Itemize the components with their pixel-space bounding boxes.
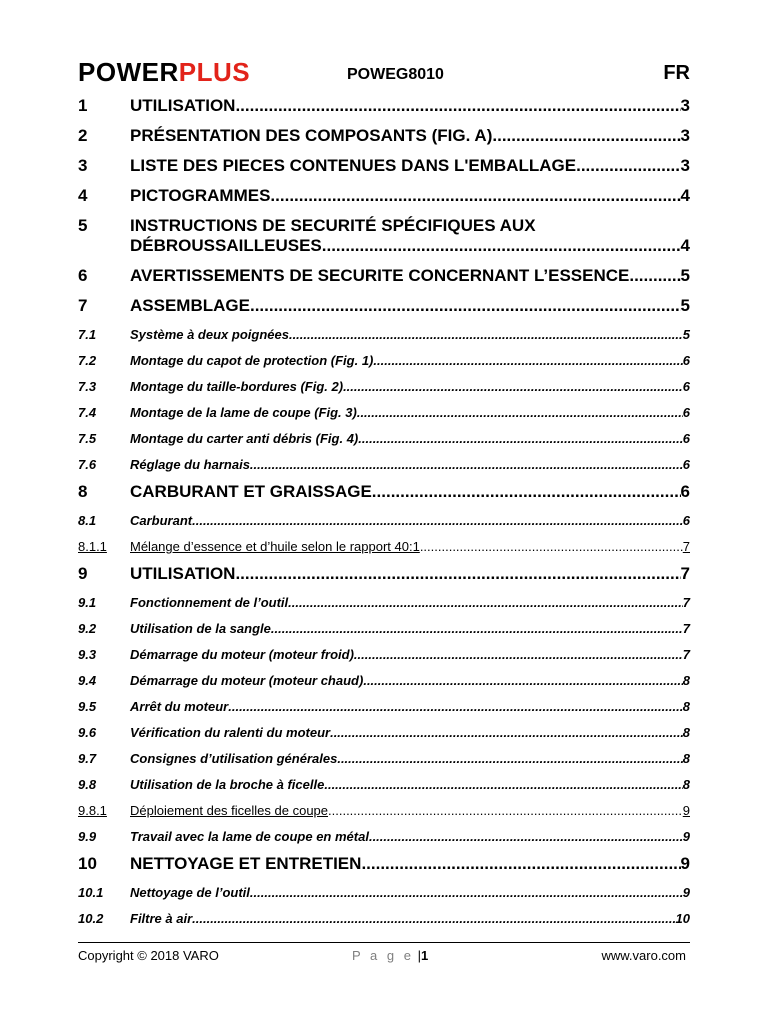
toc-leader-dots xyxy=(337,751,682,767)
toc-entry-title: Utilisation de la broche à ficelle xyxy=(130,777,325,792)
toc-entry-title: INSTRUCTIONS DE SECURITÉ SPÉCIFIQUES AUX xyxy=(130,216,536,235)
toc-leader-dots xyxy=(328,803,683,819)
toc-leader-dots xyxy=(358,431,683,447)
toc-entry-number: 7.3 xyxy=(78,379,97,394)
toc-entry-title: ASSEMBLAGE xyxy=(130,296,250,315)
brand-power: POWER xyxy=(78,57,179,87)
toc-leader-dots xyxy=(192,513,683,529)
toc-entry[interactable] xyxy=(78,262,690,292)
toc-entry-title: Fonctionnement de l’outil xyxy=(130,595,289,610)
toc-leader-dots xyxy=(576,156,680,176)
toc-leader-dots xyxy=(324,777,682,793)
toc-entry-number: 3 xyxy=(78,156,88,175)
toc-entry-number: 9.3 xyxy=(78,647,97,662)
toc-entry[interactable] xyxy=(78,694,690,720)
toc-entry[interactable] xyxy=(78,668,690,694)
toc-entry[interactable] xyxy=(78,152,690,182)
copyright-text: Copyright © 2018 VARO xyxy=(78,948,219,963)
toc-leader-dots xyxy=(357,405,683,421)
toc-entry[interactable] xyxy=(78,746,690,772)
toc-entry-title: Montage du carter anti débris (Fig. 4) xyxy=(130,431,359,446)
toc-entry-page: 10 xyxy=(675,911,690,926)
toc-entry-number: 10 xyxy=(78,854,97,873)
toc-entry[interactable] xyxy=(78,348,690,374)
toc-entry-title: AVERTISSEMENTS DE SECURITE CONCERNANT L’ESSENCE xyxy=(130,266,630,285)
toc-entry-title: Démarrage du moteur (moteur chaud) xyxy=(130,673,364,688)
toc-entry-title: UTILISATION xyxy=(130,564,236,583)
toc-entry-page: 5 xyxy=(680,296,690,315)
toc-entry-number: 1 xyxy=(78,96,88,115)
toc-entry-number: 7 xyxy=(78,296,88,315)
toc-entry-page: 6 xyxy=(682,457,690,472)
toc-entry[interactable] xyxy=(78,772,690,798)
toc-entry[interactable] xyxy=(78,508,690,534)
toc-entry-title: Nettoyage de l’outil xyxy=(130,885,250,900)
toc-entry[interactable] xyxy=(78,534,690,560)
toc-entry-page: 8 xyxy=(682,777,690,792)
toc-entry-number: 9.8 xyxy=(78,777,97,792)
toc-leader-dots xyxy=(369,829,683,845)
toc-entry-page: 6 xyxy=(682,405,690,420)
toc-entry-title: Filtre à air xyxy=(130,911,193,926)
toc-entry-title: Système à deux poignées xyxy=(130,327,289,342)
toc-leader-dots xyxy=(235,96,680,116)
toc-entry-title: Déploiement des ficelles de coupe xyxy=(130,803,329,818)
toc-leader-dots xyxy=(373,353,682,369)
toc-entry[interactable] xyxy=(78,182,690,212)
toc-leader-dots xyxy=(228,699,683,715)
toc-entry-number: 9.7 xyxy=(78,751,97,766)
page-separator: | xyxy=(417,948,421,963)
toc-entry-title: Consignes d’utilisation générales xyxy=(130,751,338,766)
toc-entry-number: 7.2 xyxy=(78,353,97,368)
toc-entry-page: 3 xyxy=(680,126,690,145)
toc-entry-number: 10.2 xyxy=(78,911,104,926)
toc-entry-number: 9.4 xyxy=(78,673,97,688)
toc-entry[interactable] xyxy=(78,478,690,508)
toc-entry-page: 9 xyxy=(680,854,690,873)
toc-entry[interactable] xyxy=(78,798,690,824)
toc-entry-title: Vérification du ralenti du moteur xyxy=(130,725,331,740)
toc-entry-number: 9.5 xyxy=(78,699,97,714)
toc-leader-dots xyxy=(420,539,683,555)
toc-entry-title: Réglage du harnais xyxy=(130,457,250,472)
toc-entry-number: 7.6 xyxy=(78,457,97,472)
toc-entry-title: Utilisation de la sangle xyxy=(130,621,271,636)
toc-entry[interactable] xyxy=(78,850,690,880)
toc-entry[interactable] xyxy=(78,292,690,322)
toc-entry-title: CARBURANT ET GRAISSAGE xyxy=(130,482,372,501)
toc-entry-title: PRÉSENTATION DES COMPOSANTS (FIG. A) xyxy=(130,126,493,145)
toc-entry-number: 9.6 xyxy=(78,725,97,740)
toc-entry-number: 8.1 xyxy=(78,513,97,528)
toc-leader-dots xyxy=(288,595,683,611)
toc-entry-page: 8 xyxy=(682,725,690,740)
toc-entry[interactable] xyxy=(78,212,690,262)
toc-leader-dots xyxy=(629,266,680,286)
table-of-contents xyxy=(78,92,690,932)
toc-entry-title: Montage de la lame de coupe (Fig. 3) xyxy=(130,405,357,420)
toc-entry-number: 9.9 xyxy=(78,829,97,844)
toc-entry-number: 10.1 xyxy=(78,885,104,900)
toc-leader-dots xyxy=(270,186,680,206)
toc-leader-dots xyxy=(289,327,683,343)
toc-leader-dots xyxy=(492,126,680,146)
toc-entry-page: 5 xyxy=(682,327,690,342)
toc-entry[interactable] xyxy=(78,906,690,932)
toc-leader-dots xyxy=(250,457,683,473)
toc-entry-title: LISTE DES PIECES CONTENUES DANS L'EMBALLAGE xyxy=(130,156,577,175)
toc-entry-page: 6 xyxy=(682,379,690,394)
toc-entry-number: 5 xyxy=(78,216,88,235)
toc-entry-number: 2 xyxy=(78,126,88,145)
toc-entry-page: 5 xyxy=(680,266,690,285)
toc-entry-page: 7 xyxy=(682,621,690,636)
page-header xyxy=(78,58,690,92)
toc-leader-dots xyxy=(235,564,680,584)
toc-entry[interactable] xyxy=(78,642,690,668)
toc-entry-number: 9 xyxy=(78,564,88,583)
brand-plus: PLUS xyxy=(178,57,251,87)
toc-leader-dots xyxy=(330,725,683,741)
toc-leader-dots xyxy=(271,621,683,637)
toc-entry-title: Arrêt du moteur xyxy=(130,699,229,714)
toc-entry[interactable] xyxy=(78,880,690,906)
toc-entry-page: 8 xyxy=(682,699,690,714)
toc-entry-page: 3 xyxy=(680,156,690,175)
toc-entry-page: 6 xyxy=(682,431,690,446)
toc-entry[interactable] xyxy=(78,616,690,642)
brand-logo xyxy=(78,58,250,86)
page-indicator xyxy=(352,948,428,963)
toc-leader-dots xyxy=(322,236,681,256)
toc-entry-number: 8.1.1 xyxy=(78,539,107,554)
toc-entry-page: 8 xyxy=(682,751,690,766)
toc-entry-page: 6 xyxy=(682,353,690,368)
toc-leader-dots xyxy=(250,885,683,901)
toc-entry[interactable] xyxy=(78,400,690,426)
toc-entry-title: Carburant xyxy=(130,513,193,528)
toc-entry[interactable] xyxy=(78,426,690,452)
toc-entry-number: 9.2 xyxy=(78,621,97,636)
toc-entry-number: 7.5 xyxy=(78,431,97,446)
toc-leader-dots xyxy=(192,911,675,927)
toc-entry-number: 9.1 xyxy=(78,595,97,610)
toc-leader-dots xyxy=(372,482,681,502)
toc-entry-number: 7.1 xyxy=(78,327,97,342)
website-link[interactable]: www.varo.com xyxy=(601,948,686,963)
toc-leader-dots xyxy=(343,379,683,395)
toc-entry-number: 9.8.1 xyxy=(78,803,107,818)
toc-entry-page: 9 xyxy=(682,829,690,844)
toc-entry[interactable] xyxy=(78,824,690,850)
toc-entry-title: Montage du capot de protection (Fig. 1) xyxy=(130,353,374,368)
page-label: P a g e xyxy=(352,948,414,963)
toc-entry[interactable] xyxy=(78,720,690,746)
toc-entry-page: 9 xyxy=(682,885,690,900)
toc-entry-number: 6 xyxy=(78,266,88,285)
page-number: 1 xyxy=(420,948,429,963)
toc-entry-number: 7.4 xyxy=(78,405,97,420)
toc-entry[interactable] xyxy=(78,122,690,152)
toc-entry-title: UTILISATION xyxy=(130,96,236,115)
toc-entry-title-continued: DÉBROUSSAILLEUSES xyxy=(130,236,322,255)
toc-entry-page: 4 xyxy=(680,186,690,205)
toc-entry-title: Démarrage du moteur (moteur froid) xyxy=(130,647,354,662)
toc-entry-page: 8 xyxy=(682,673,690,688)
toc-entry-title: Travail avec la lame de coupe en métal xyxy=(130,829,369,844)
toc-entry[interactable] xyxy=(78,92,690,122)
toc-entry-page: 6 xyxy=(682,513,690,528)
toc-entry-page: 6 xyxy=(680,482,690,501)
toc-entry-title: NETTOYAGE ET ENTRETIEN xyxy=(130,854,362,873)
toc-leader-dots xyxy=(250,296,681,316)
toc-entry-title: Mélange d’essence et d’huile selon le rapport 40:1 xyxy=(130,539,420,554)
toc-entry-page: 7 xyxy=(682,595,690,610)
model-number: POWEG8010 xyxy=(347,66,444,83)
toc-entry[interactable] xyxy=(78,590,690,616)
toc-entry[interactable] xyxy=(78,322,690,348)
toc-leader-dots xyxy=(361,854,680,874)
toc-entry[interactable] xyxy=(78,560,690,590)
toc-entry-number: 8 xyxy=(78,482,88,501)
toc-entry-page: 7 xyxy=(682,647,690,662)
toc-entry-page: 4 xyxy=(680,236,690,255)
toc-entry-page: 3 xyxy=(680,96,690,115)
toc-entry[interactable] xyxy=(78,374,690,400)
toc-entry-page: 7 xyxy=(680,564,690,583)
toc-leader-dots xyxy=(354,647,683,663)
toc-entry-page: 9 xyxy=(682,803,690,818)
toc-entry-title: Montage du taille-bordures (Fig. 2) xyxy=(130,379,344,394)
toc-entry-number: 4 xyxy=(78,186,88,205)
toc-entry[interactable] xyxy=(78,452,690,478)
toc-entry-title: PICTOGRAMMES xyxy=(130,186,271,205)
toc-entry-page: 7 xyxy=(682,539,690,554)
toc-leader-dots xyxy=(363,673,682,689)
page-footer xyxy=(78,942,690,973)
language-code: FR xyxy=(663,62,690,84)
